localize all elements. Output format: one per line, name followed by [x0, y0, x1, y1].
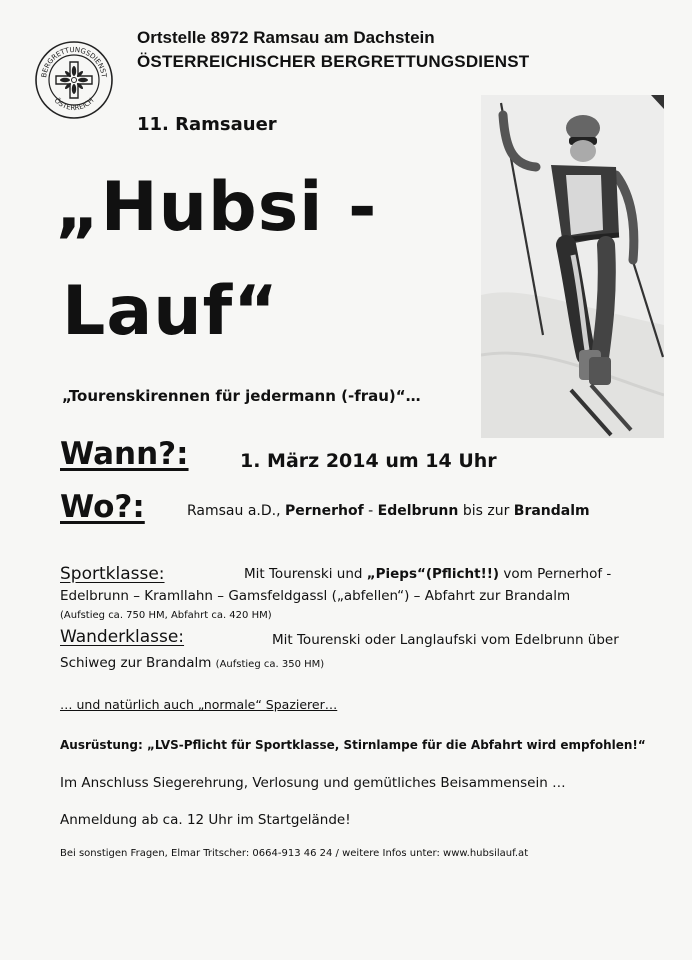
wo-part-6: Brandalm [513, 503, 590, 519]
wo-part-2: Pernerhof [285, 503, 364, 519]
sportklasse-label: Sportklasse: [60, 564, 165, 584]
ski-tourer-photo [481, 95, 664, 438]
wanderklasse-line-2 [60, 655, 324, 671]
sportklasse-l1c: vom Pernerhof - [499, 566, 612, 582]
spazierer-note: … und natürlich auch „normale“ Spazierer… [60, 697, 338, 712]
wo-value [187, 503, 590, 519]
wanderklasse-l2: Schiweg zur Brandalm [60, 655, 216, 671]
sportklasse-line-3: (Aufstieg ca. 750 HM, Abfahrt ca. 420 HM) [60, 610, 272, 621]
bergrettung-seal-icon [34, 40, 114, 120]
seal-bottom-text: ÖSTERREICH [52, 96, 96, 113]
sportklasse-l1b: „Pieps“(Pflicht!!) [366, 566, 500, 582]
anmeldung-note: Anmeldung ab ca. 12 Uhr im Startgelände! [60, 812, 351, 828]
sportklasse-line-1 [244, 566, 611, 582]
edition-label: 11. Ramsauer [137, 114, 277, 135]
wo-label: Wo?: [60, 489, 145, 525]
title-line-1: „Hubsi - [55, 168, 378, 247]
wann-label: Wann?: [60, 436, 189, 472]
ausruestung-note: Ausrüstung: „LVS-Pflicht für Sportklasse, Stirnlampe für die Abfahrt wird empfohlen!“ [60, 738, 646, 752]
seal-top-text: BERGRETTUNGSDIENST [40, 45, 108, 79]
sportklasse-line-2: Edelbrunn – Kramllahn – Gamsfeldgassl („abfellen“) – Abfahrt zur Brandalm [60, 588, 571, 604]
wanderklasse-label: Wanderklasse: [60, 627, 185, 647]
subtitle: „Tourenskirennen für jedermann (-frau)“… [62, 387, 421, 405]
wanderklasse-l2-small: (Aufstieg ca. 350 HM) [215, 659, 325, 670]
wo-part-4: Edelbrunn [377, 503, 459, 519]
wann-value: 1. März 2014 um 14 Uhr [240, 450, 497, 472]
wo-part-1: Ramsau a.D., [187, 503, 285, 519]
contact-footer: Bei sonstigen Fragen, Elmar Tritscher: 0664-913 46 24 / weitere Infos unter: www.hubsilauf.at [60, 848, 529, 859]
wo-part-5: bis zur [458, 503, 514, 519]
org-line-2: ÖSTERREICHISCHER BERGRETTUNGSDIENST [137, 52, 530, 71]
wo-part-3: - [363, 503, 378, 519]
sportklasse-l1a: Mit Tourenski und [244, 566, 367, 582]
title-line-2: Lauf“ [62, 272, 279, 351]
wanderklasse-line-1: Mit Tourenski oder Langlaufski vom Edelbrunn über [272, 632, 619, 648]
anschluss-note: Im Anschluss Siegerehrung, Verlosung und gemütliches Beisammensein … [60, 775, 566, 791]
org-line-1: Ortstelle 8972 Ramsau am Dachstein [137, 28, 435, 47]
